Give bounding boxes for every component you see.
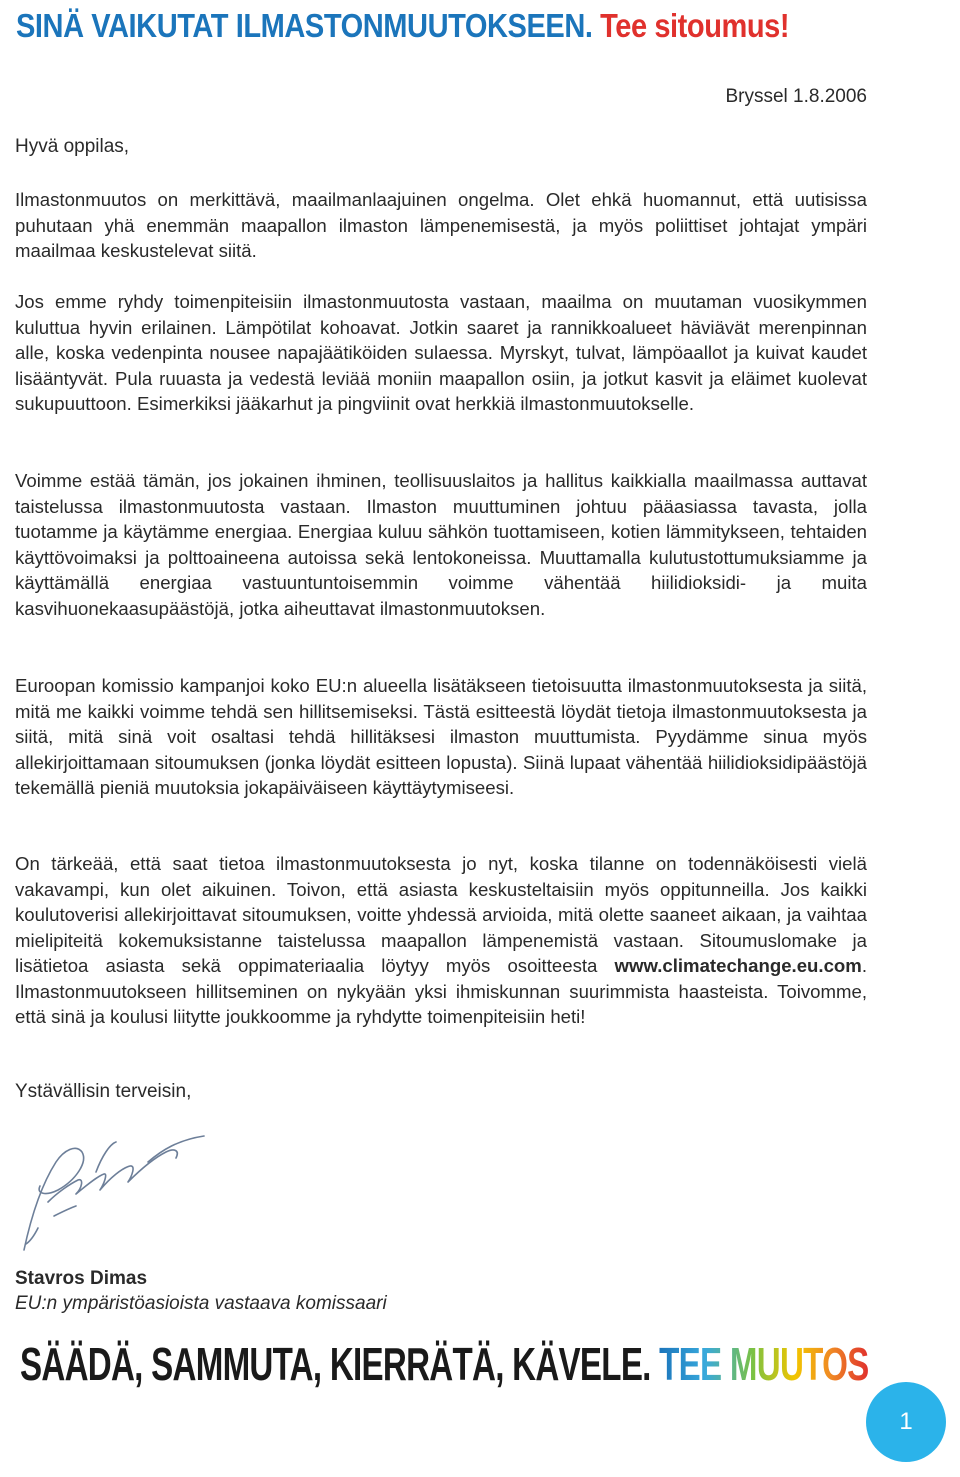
- letter-closing: Ystävällisin terveisin,: [15, 1081, 192, 1102]
- signer-title: EU:n ympäristöasioista vastaava komissaari: [15, 1293, 387, 1314]
- page-headline: [16, 6, 789, 46]
- headline-call-to-action: Tee sitoumus!: [600, 7, 790, 44]
- signer-name: Stavros Dimas: [15, 1268, 148, 1289]
- website-link[interactable]: www.climatechange.eu.com: [614, 955, 862, 976]
- campaign-logo: TEE MUUTOS: [659, 1338, 869, 1390]
- paragraph-5: [15, 851, 867, 1030]
- paragraph-3: Voimme estää tämän, jos jokainen ihminen, teollisuuslaitos ja hallitus kaikkialla maailmassa auttavat taistelussa ilmastonmuutosta vastaan. Ilmaston muuttuminen johtuu pääasiassa tavasta, jolla tuotamme ja käytämme energiaa. Energiaa kuluu sähkön tuottamiseen, kotien lämmitykseen, tehtaiden käyttövoimaksi ja polttoaineena autoissa sekä lentokoneissa. Muuttamalla kulutustottumuksiamme ja käyttämällä energiaa vastuuntuntoisemmin voimme vähentää hiilidioksidi- ja muita kasvihuonekaasupäästöjä, jotka aiheuttavat ilmastonmuutoksen.: [15, 470, 867, 619]
- handwritten-signature: [18, 1132, 210, 1257]
- headline-main: SINÄ VAIKUTAT ILMASTONMUUTOKSEEN.: [16, 7, 593, 44]
- paragraph-5-text-end: . Ilmastonmuutokseen hillitseminen on nykyään yksi ihmiskunnan suurimmista haasteista. Toivomme, että sinä ja koulusi liitytte joukkoomme ja ryhdytte toimenpiteisiin heti!: [15, 955, 867, 1027]
- page-number-badge: 1: [866, 1382, 946, 1462]
- paragraph-2: Jos emme ryhdy toimenpiteisiin ilmastonmuutosta vastaan, maailma on muutaman vuosikymmen kuluttua hyvin erilainen. Lämpötilat kohoavat. Jotkin saaret ja rannikkoalueet häviävät merenpinnan alle, koska vedenpinta nousee napajäätiköiden sulaessa. Myrskyt, tulvat, lämpöaallot ja kuivat kaudet lisääntyvät. Pula ruuasta ja vedestä leviää moniin maapallon osiin, ja jotkut kasvit ja eläimet kuolevat sukupuuttoon. Esimerkiksi jääkarhut ja pingviinit ovat herkkiä ilmastonmuutokselle.: [15, 291, 867, 414]
- paragraph-1: Ilmastonmuutos on merkittävä, maailmanlaajuinen ongelma. Olet ehkä huomannut, että uutisissa puhutaan yhä enemmän maapallon ilmaston lämpenemisestä, ja myös poliittiset johtajat ympäri maailmaa keskustelevat siitä.: [15, 189, 867, 261]
- campaign-slogan: [20, 1337, 868, 1391]
- paragraph-4: Euroopan komissio kampanjoi koko EU:n alueella lisätäkseen tietoisuutta ilmastonmuutoksesta ja siitä, mitä me kaikki voimme tehdä sen hillitsemiseksi. Tästä esitteestä löydät tietoja ilmastonmuutoksesta ja siitä, mitä sinä voit osaltasi tehdä hillitäksesi ilmaston muuttumista. Pyydämme sinua myös allekirjoittamaan sitoumuksen (jonka löydät esitteen lopusta). Siinä lupaat vähentää hiilidioksidipäästöjä tekemällä pieniä muutoksia jokapäiväiseen käyttäytymiseesi.: [15, 675, 867, 798]
- paragraph-5-text-start: On tärkeää, että saat tietoa ilmastonmuutoksesta jo nyt, koska tilanne on todennäköisesti vielä vakavampi, kun olet aikuinen. Toivon, että asiasta keskusteltaisiin myös oppitunneilla. Jos kaikki koulutoverisi allekirjoittavat sitoumuksen, voitte yhdessä arvioida, mitä olette saaneet aikaan, ja vaihtaa mielipiteitä kokemuksistanne taistelussa maapallon lämpenemistä vastaan. Sitoumuslomake ja lisätietoa asiasta sekä oppimateriaalia löytyy myös osoitteesta: [15, 853, 867, 976]
- slogan-text: SÄÄDÄ, SAMMUTA, KIERRÄTÄ, KÄVELE.: [20, 1338, 651, 1390]
- letter-greeting: Hyvä oppilas,: [15, 136, 130, 157]
- letter-date: Bryssel 1.8.2006: [725, 86, 867, 107]
